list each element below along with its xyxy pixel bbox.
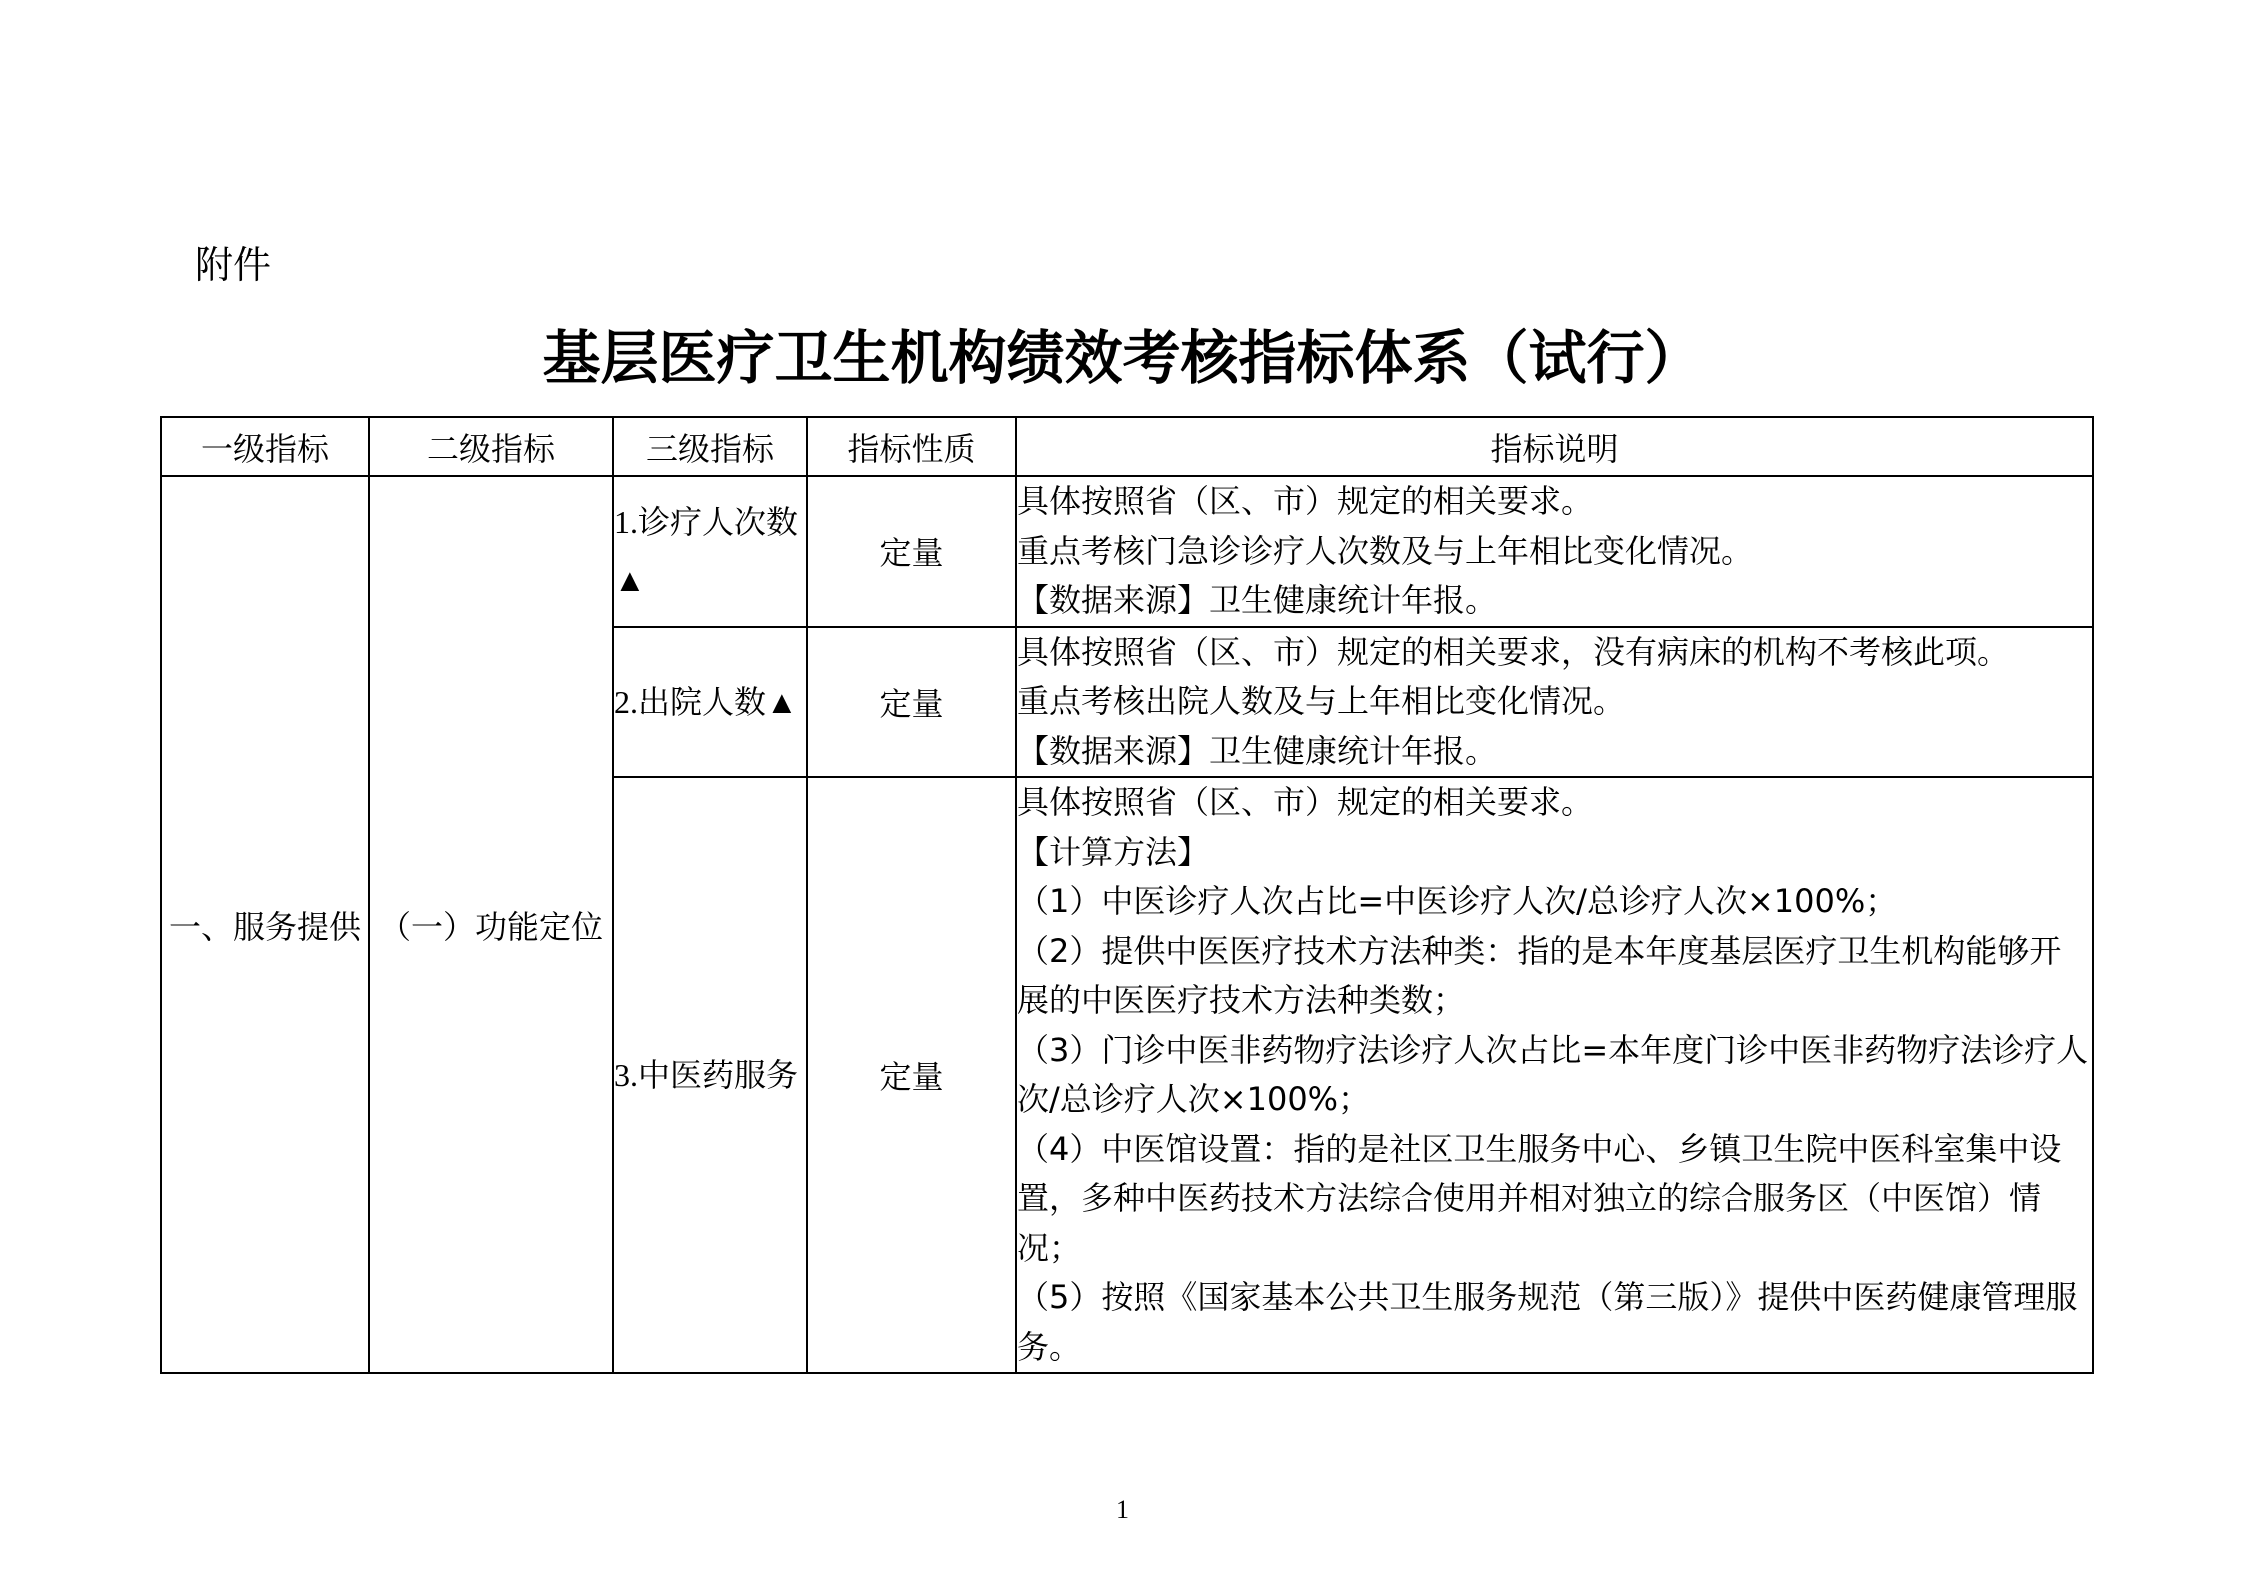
attachment-label: 附件 <box>195 243 272 287</box>
table-row <box>161 476 2093 627</box>
level3-cell: 2.出院人数▲ <box>613 627 807 778</box>
description-line: （4）中医馆设置：指的是社区卫生服务中心、乡镇卫生院中医科室集中设置，多种中医药技术方法综合使用并相对独立的综合服务区（中医馆）情况； <box>1017 1129 2062 1267</box>
document-title: 基层医疗卫生机构绩效考核指标体系（试行） <box>542 324 1703 392</box>
description-line: （1）中医诊疗人次占比=中医诊疗人次/总诊疗人次×100%； <box>1017 882 1898 920</box>
description-line: （3）门诊中医非药物疗法诊疗人次占比=本年度门诊中医非药物疗法诊疗人次/总诊疗人次×100%； <box>1017 1030 2089 1118</box>
description-line: 具体按照省（区、市）规定的相关要求。 <box>1017 482 1594 520</box>
column-header-nature: 指标性质 <box>807 417 1016 476</box>
column-header-description: 指标说明 <box>1016 417 2093 476</box>
description-line: 具体按照省（区、市）规定的相关要求。 <box>1017 783 1594 821</box>
level3-cell: 3.中医药服务 <box>613 777 807 1373</box>
table-header-row <box>161 417 2093 476</box>
description-line: （5）按照《国家基本公共卫生服务规范（第三版）》提供中医药健康管理服务。 <box>1017 1278 2078 1366</box>
column-header-level1: 一级指标 <box>161 417 369 476</box>
description-line: （2）提供中医医疗技术方法种类：指的是本年度基层医疗卫生机构能够开展的中医医疗技术方法种类数； <box>1017 931 2062 1019</box>
level2-cell: （一）功能定位 <box>369 476 613 1373</box>
description-cell <box>1016 777 2093 1373</box>
indicator-table <box>160 416 2094 1374</box>
description-line: 【计算方法】 <box>1017 832 1210 871</box>
description-line: 重点考核门急诊诊疗人次数及与上年相比变化情况。 <box>1017 531 1754 570</box>
description-line: 具体按照省（区、市）规定的相关要求，没有病床的机构不考核此项。 <box>1017 632 2010 671</box>
level1-cell: 一、服务提供 <box>161 476 369 1373</box>
description-cell <box>1016 476 2093 627</box>
description-cell <box>1016 627 2093 778</box>
description-line: 【数据来源】卫生健康统计年报。 <box>1017 581 1498 619</box>
description-line: 【数据来源】卫生健康统计年报。 <box>1017 731 1498 770</box>
level3-cell: 1.诊疗人次数▲ <box>613 476 807 627</box>
nature-cell: 定量 <box>807 777 1016 1373</box>
page-number: 1 <box>1116 1495 1129 1524</box>
nature-cell: 定量 <box>807 627 1016 778</box>
column-header-level2: 二级指标 <box>369 417 613 476</box>
description-line: 重点考核出院人数及与上年相比变化情况。 <box>1017 682 1626 720</box>
nature-cell: 定量 <box>807 476 1016 627</box>
column-header-level3: 三级指标 <box>613 417 807 476</box>
